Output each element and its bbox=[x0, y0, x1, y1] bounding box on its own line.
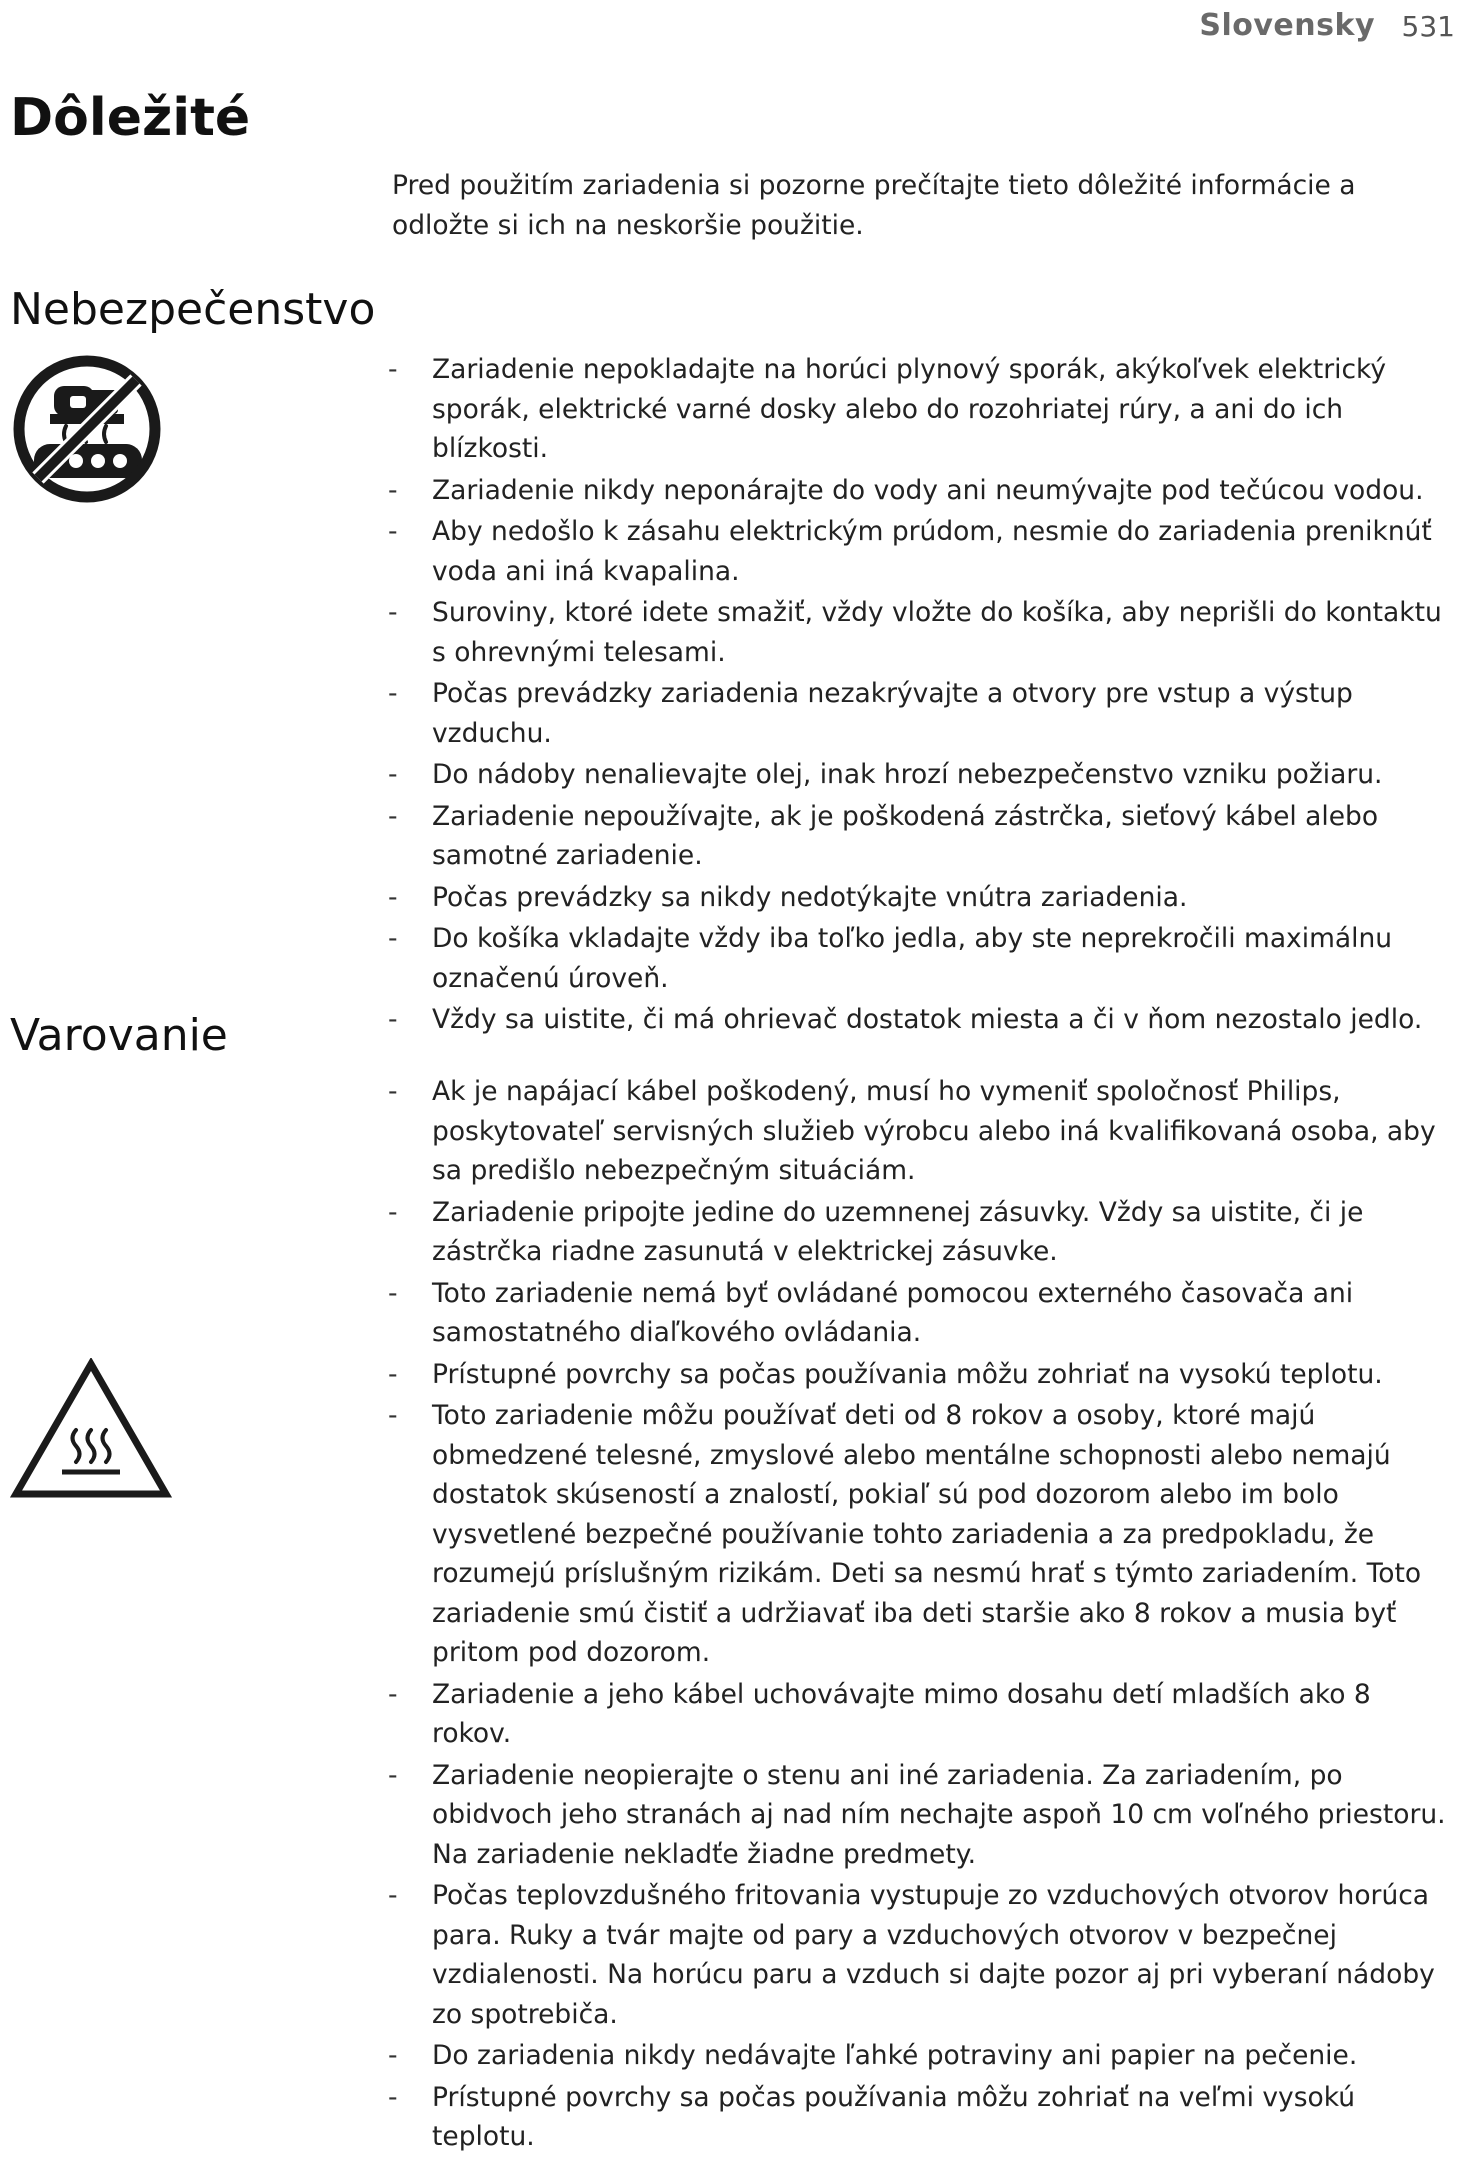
page-number: 531 bbox=[1401, 10, 1455, 43]
list-item: - Do nádoby nenalievajte olej, inak hrozí nebezpečenstvo vzniku požiaru. bbox=[388, 759, 1383, 790]
list-item-text: Do nádoby nenalievajte olej, inak hrozí nebezpečenstvo vzniku požiaru. bbox=[432, 759, 1383, 790]
list-item: - Zariadenie pripojte jedine do uzemnenej zásuvky. Vždy sa uistite, či je zástrčka riadne zasunutá v elektrickej zásuvke. bbox=[388, 1196, 1364, 1267]
list-item-text: Prístupné povrchy sa počas používania môžu zohriať na veľmi vysokú teplotu. bbox=[432, 2081, 1356, 2152]
list-item-text: Počas prevádzky zariadenia nezakrývajte a otvory pre vstup a výstup vzduchu. bbox=[432, 678, 1353, 749]
list-item-text: Aby nedošlo k zásahu elektrickým prúdom, nesmie do zariadenia preniknúť voda ani iná kvapalina. bbox=[432, 516, 1432, 587]
running-header bbox=[1103, 8, 1463, 48]
list-item: - Počas prevádzky zariadenia nezakrývajte a otvory pre vstup a výstup vzduchu. bbox=[388, 678, 1353, 749]
section-title-danger: Nebezpečenstvo bbox=[10, 284, 376, 335]
list-item: - Zariadenie a jeho kábel uchovávajte mimo dosahu detí mladších ako 8 rokov. bbox=[388, 1678, 1371, 1749]
list-item: - Suroviny, ktoré idete smažiť, vždy vložte do košíka, aby neprišli do kontaktu s ohrevnými telesami. bbox=[388, 597, 1442, 668]
list-item-text: Zariadenie a jeho kábel uchovávajte mimo dosahu detí mladších ako 8 rokov. bbox=[432, 1678, 1371, 1749]
list-item-text: Do zariadenia nikdy nedávajte ľahké potraviny ani papier na pečenie. bbox=[432, 2040, 1358, 2071]
list-item-text: Prístupné povrchy sa počas používania môžu zohriať na vysokú teplotu. bbox=[432, 1358, 1383, 1390]
list-item: - Zariadenie nepokladajte na horúci plynový sporák, akýkoľvek elektrický sporák, elektrické varné dosky alebo do rozohriatej rúry, a ani do ich blízkosti. bbox=[388, 354, 1387, 464]
list-item-text: Počas prevádzky sa nikdy nedotýkajte vnútra zariadenia. bbox=[432, 881, 1188, 913]
no-hot-stove-icon bbox=[10, 352, 164, 506]
list-item-text: Zariadenie nikdy neponárajte do vody ani neumývajte pod tečúcou vodou. bbox=[432, 474, 1424, 506]
danger-list bbox=[386, 350, 1458, 1042]
list-item: - Prístupné povrchy sa počas používania môžu zohriať na veľmi vysokú teplotu. bbox=[388, 2081, 1356, 2152]
list-item: - Počas prevádzky sa nikdy nedotýkajte vnútra zariadenia. bbox=[388, 881, 1188, 913]
list-item: - Ak je napájací kábel poškodený, musí ho vymeniť spoločnosť Philips, poskytovateľ servisných služieb výrobcu alebo iná kvalifikovaná osoba, aby sa predišlo nebezpečným situáciám. bbox=[388, 1076, 1436, 1186]
list-item-text: Ak je napájací kábel poškodený, musí ho vymeniť spoločnosť Philips, poskytovateľ servisných služieb výrobcu alebo iná kvalifikovaná osoba, aby sa predišlo nebezpečným situáciám. bbox=[432, 1076, 1436, 1186]
list-item: - Prístupné povrchy sa počas používania môžu zohriať na vysokú teplotu. bbox=[388, 1358, 1383, 1390]
section-title-warning: Varovanie bbox=[10, 1010, 228, 1061]
list-item-text: Zariadenie neopierajte o stenu ani iné zariadenia. Za zariadením, po obidvoch jeho stranách aj nad ním nechajte aspoň 10 cm voľného priestoru. Na zariadenie nekladťe žiadne predmety. bbox=[432, 1759, 1446, 1870]
intro-paragraph: Pred použitím zariadenia si pozorne prečítajte tieto dôležité informácie a odložte si ich na neskoršie použitie. bbox=[392, 170, 1356, 241]
list-item: - Aby nedošlo k zásahu elektrickým prúdom, nesmie do zariadenia preniknúť voda ani iná kvapalina. bbox=[388, 516, 1432, 587]
list-item: - Toto zariadenie môžu používať deti od 8 rokov a osoby, ktoré majú obmedzené telesné, zmyslové alebo mentálne schopnosti alebo nemajú dostatok skúseností a znalostí, pokiaľ sú pod dozorom alebo im bolo vysvetlené bezpečné používanie tohto zariadenia a za predpokladu, že rozumejú príslušným rizikám. Deti sa nesmú hrať s týmto zariadením. Toto zariadenie smú čistiť a udržiavať iba deti staršie ako 8 rokov a musia byť pritom pod dozorom. bbox=[388, 1400, 1422, 1668]
section-title-important: Dôležité bbox=[10, 88, 251, 148]
list-item: - Do zariadenia nikdy nedávajte ľahké potraviny ani papier na pečenie. bbox=[388, 2040, 1358, 2071]
list-item-text: Do košíka vkladajte vždy iba toľko jedla, aby ste neprekročili maximálnu označenú úroveň. bbox=[432, 923, 1393, 994]
list-item-text: Zariadenie pripojte jedine do uzemnenej zásuvky. Vždy sa uistite, či je zástrčka riadne zasunutá v elektrickej zásuvke. bbox=[432, 1196, 1364, 1267]
list-item: - Zariadenie nepoužívajte, ak je poškodená zástrčka, sieťový kábel alebo samotné zariadenie. bbox=[388, 800, 1379, 871]
list-item: - Zariadenie neopierajte o stenu ani iné zariadenia. Za zariadením, po obidvoch jeho stranách aj nad ním nechajte aspoň 10 cm voľného priestoru. Na zariadenie nekladťe žiadne predmety. bbox=[388, 1759, 1446, 1870]
list-item: - Toto zariadenie nemá byť ovládané pomocou externého časovača ani samostatného diaľkového ovládania. bbox=[388, 1277, 1354, 1348]
header-language: Slovensky bbox=[1199, 8, 1375, 43]
list-item: - Počas teplovzdušného fritovania vystupuje zo vzduchových otvorov horúca para. Ruky a tvár majte od pary a vzduchových otvorov v bezpečnej vzdialenosti. Na horúcu paru a vzduch si dajte pozor aj pri vyberaní nádoby zo spotrebiča. bbox=[388, 1880, 1435, 2030]
list-item: - Vždy sa uistite, či má ohrievač dostatok miesta a či v ňom nezostalo jedlo. bbox=[388, 1004, 1423, 1035]
list-item: - Zariadenie nikdy neponárajte do vody ani neumývajte pod tečúcou vodou. bbox=[388, 474, 1424, 506]
list-item-text: Suroviny, ktoré idete smažiť, vždy vložte do košíka, aby neprišli do kontaktu s ohrevnými telesami. bbox=[432, 597, 1442, 668]
list-item-text: Vždy sa uistite, či má ohrievač dostatok miesta a či v ňom nezostalo jedlo. bbox=[432, 1004, 1423, 1035]
list-item-text: Toto zariadenie môžu používať deti od 8 rokov a osoby, ktoré majú obmedzené telesné, zmyslové alebo mentálne schopnosti alebo nemajú dostatok skúseností a znalostí, pokiaľ sú pod dozorom alebo im bolo vysvetlené bezpečné používanie tohto zariadenia a za predpokladu, že rozumejú príslušným rizikám. Deti sa nesmú hrať s týmto zariadením. Toto zariadenie smú čistiť a udržiavať iba deti staršie ako 8 rokov a musia byť pritom pod dozorom. bbox=[432, 1400, 1422, 1668]
list-item: - Do košíka vkladajte vždy iba toľko jedla, aby ste neprekročili maximálnu označenú úroveň. bbox=[388, 923, 1393, 994]
hot-surface-warning-icon bbox=[10, 1358, 172, 1500]
list-item-text: Zariadenie nepokladajte na horúci plynový sporák, akýkoľvek elektrický sporák, elektrické varné dosky alebo do rozohriatej rúry, a ani do ich blízkosti. bbox=[432, 354, 1387, 464]
list-item-text: Zariadenie nepoužívajte, ak je poškodená zástrčka, sieťový kábel alebo samotné zariadenie. bbox=[432, 800, 1379, 871]
list-item-text: Počas teplovzdušného fritovania vystupuje zo vzduchových otvorov horúca para. Ruky a tvár majte od pary a vzduchových otvorov v bezpečnej vzdialenosti. Na horúcu paru a vzduch si dajte pozor aj pri vyberaní nádoby zo spotrebiča. bbox=[432, 1880, 1435, 2030]
warning-list bbox=[386, 1072, 1458, 2159]
list-item-text: Toto zariadenie nemá byť ovládané pomocou externého časovača ani samostatného diaľkového ovládania. bbox=[432, 1277, 1354, 1348]
